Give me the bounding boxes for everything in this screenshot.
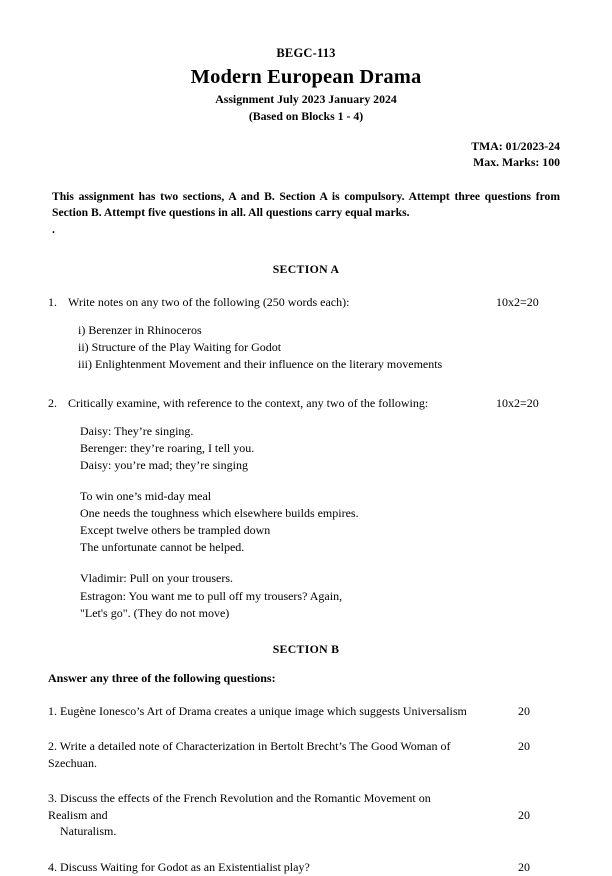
stray-period: . [52,222,55,236]
section-b-question-3-text-continued: Naturalism. [60,824,117,839]
section-b-question-1-text: 1. Eugène Ionesco’s Art of Drama creates a unique image which suggests Universalism [48,704,467,719]
question-2-text: Critically examine, with reference to the context, any two of the following: [68,396,429,411]
question-1-options [78,322,612,373]
quote-line: Vladimir: Pull on your trousers. [80,571,233,586]
quote-line: The unfortunate cannot be helped. [80,540,245,555]
quote-line: To win one’s mid-day meal [80,489,212,504]
question-2-marks: 10x2=20 [496,396,539,411]
quote-line: Estragon: You want me to pull off my trousers? Again, [80,588,343,603]
question-1-option-i: i) Berenzer in Rhinoceros [78,323,202,338]
max-marks: Max. Marks: 100 [473,155,560,170]
quote-line: One needs the toughness which elsewhere builds empires. [80,506,359,521]
section-b-question-2 [48,738,560,772]
section-b-question-1 [48,703,560,720]
section-b-heading: SECTION B [272,641,340,656]
quote-line: Berenger: they’re roaring, I tell you. [80,441,255,456]
course-code: BEGC-113 [276,46,336,60]
section-b-question-2-marks: 20 [518,739,530,754]
question-1-option-iii: iii) Enlightenment Movement and their influence on the literary movements [78,357,443,372]
page-title: Modern European Drama [190,65,422,88]
assignment-meta [0,138,612,172]
question-2-number: 2. [48,396,57,411]
question-1-option-ii: ii) Structure of the Play Waiting for Godot [78,340,282,355]
quote-line: Daisy: you’re mad; they’re singing [80,458,248,473]
question-2-quote-3 [80,570,560,621]
quote-line: Daisy: They’re singing. [80,424,194,439]
quote-line: Except twelve others be trampled down [80,523,271,538]
question-1-number: 1. [48,294,57,309]
question-1 [48,294,560,311]
section-b-question-4 [48,859,560,876]
section-a-heading: SECTION A [272,261,340,276]
blocks-reference: (Based on Blocks 1 - 4) [248,108,364,123]
question-2-quote-2 [80,488,560,556]
question-1-marks: 10x2=20 [496,294,539,309]
section-b-question-4-marks: 20 [518,860,530,875]
quote-line: "Let's go". (They do not move) [80,605,230,620]
section-b-question-3-text: 3. Discuss the effects of the French Revolution and the Romantic Movement on Realism and [48,790,431,822]
question-1-text: Write notes on any two of the following (250 words each): [68,294,350,309]
section-b-question-3 [48,790,560,840]
section-b-question-4-text: 4. Discuss Waiting for Godot as an Existentialist play? [48,860,310,875]
section-b-instruction: Answer any three of the following questions: [48,670,276,685]
question-2-quote-1 [80,423,560,474]
document-header [0,0,612,125]
question-2 [48,395,560,412]
tma-code: TMA: 01/2023-24 [471,138,560,153]
section-b-question-2-text: 2. Write a detailed note of Characterization in Bertolt Brecht’s The Good Woman of Szechuan. [48,739,451,770]
assignment-period: Assignment July 2023 January 2024 [215,92,397,107]
section-b-question-1-marks: 20 [518,704,530,719]
assignment-instructions: This assignment has two sections, A and B. Section A is compulsory. Attempt three questions from Section B. Attempt five questions in all. All questions carry equal marks. [52,190,560,220]
section-b-question-3-marks: 20 [518,807,530,822]
